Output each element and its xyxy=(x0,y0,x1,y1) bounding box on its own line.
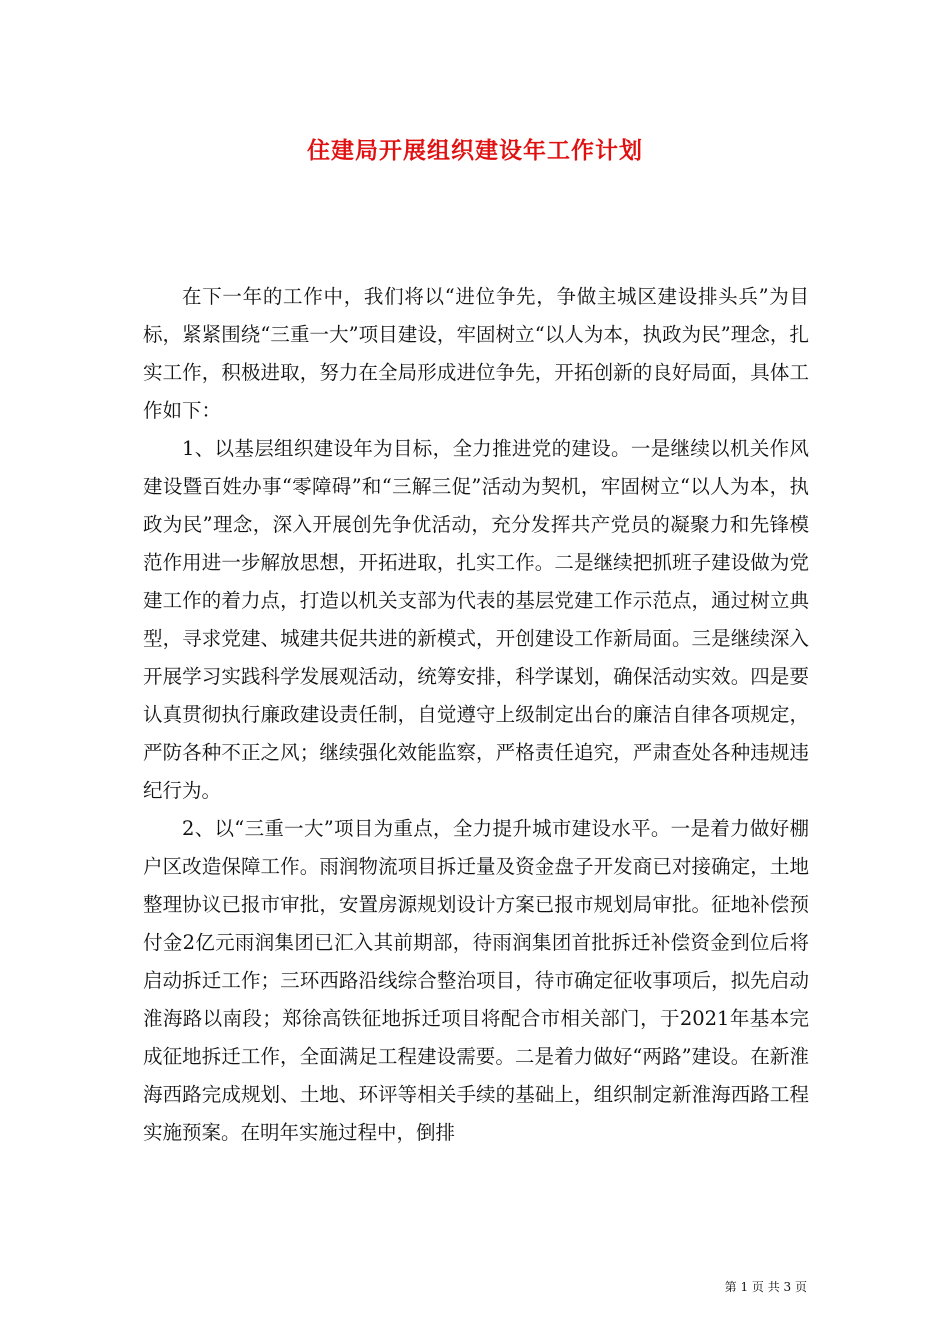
section-2-paragraph: 2、以“三重一大”项目为重点，全力提升城市建设水平。一是着力做好棚户区改造保障工作。雨润物流项目拆迁量及资金盘子开发商已对接确定，土地整理协议已报市审批，安置房源规划设计方案已报市规划局审批。征地补偿预付金2亿元雨润集团已汇入其前期部，待雨润集团首批拆迁补偿资金到位后将启动拆迁工作；三环西路沿线综合整治项目，待市确定征收事项后，拟先启动淮海路以南段；郑徐高铁征地拆迁项目将配合市相关部门，于2021年基本完成征地拆迁工作，全面满足工程建设需要。二是着力做好“两路”建设。在新淮海西路完成规划、土地、环评等相关手续的基础上，组织制定新淮海西路工程实施预案。在明年实施过程中，倒排 xyxy=(143,817,809,1144)
document-title: 住建局开展组织建设年工作计划 xyxy=(307,137,643,164)
document-body xyxy=(143,278,809,1152)
page-number: 第 1 页 共 3 页 xyxy=(724,1280,807,1294)
intro-paragraph: 在下一年的工作中，我们将以“进位争先，争做主城区建设排头兵”为目标，紧紧围绕“三重一大”项目建设，牢固树立“以人为本，执政为民”理念，扎实工作，积极进取，努力在全局形成进位争先，开拓创新的良好局面，具体工作如下： xyxy=(143,285,809,422)
section-1-paragraph: 1、以基层组织建设年为目标，全力推进党的建设。一是继续以机关作风建设暨百姓办事“零障碍”和“三解三促”活动为契机，牢固树立“以人为本，执政为民”理念，深入开展创先争优活动，充分发挥共产党员的凝聚力和先锋模范作用进一步解放思想，开拓进取，扎实工作。二是继续把抓班子建设做为党建工作的着力点，打造以机关支部为代表的基层党建工作示范点，通过树立典型，寻求党建、城建共促共进的新模式，开创建设工作新局面。三是继续深入开展学习实践科学发展观活动，统筹安排，科学谋划，确保活动实效。四是要认真贯彻执行廉政建设责任制，自觉遵守上级制定出台的廉洁自律各项规定，严防各种不正之风；继续强化效能监察，严格责任追究，严肃查处各种违规违纪行为。 xyxy=(143,437,809,802)
